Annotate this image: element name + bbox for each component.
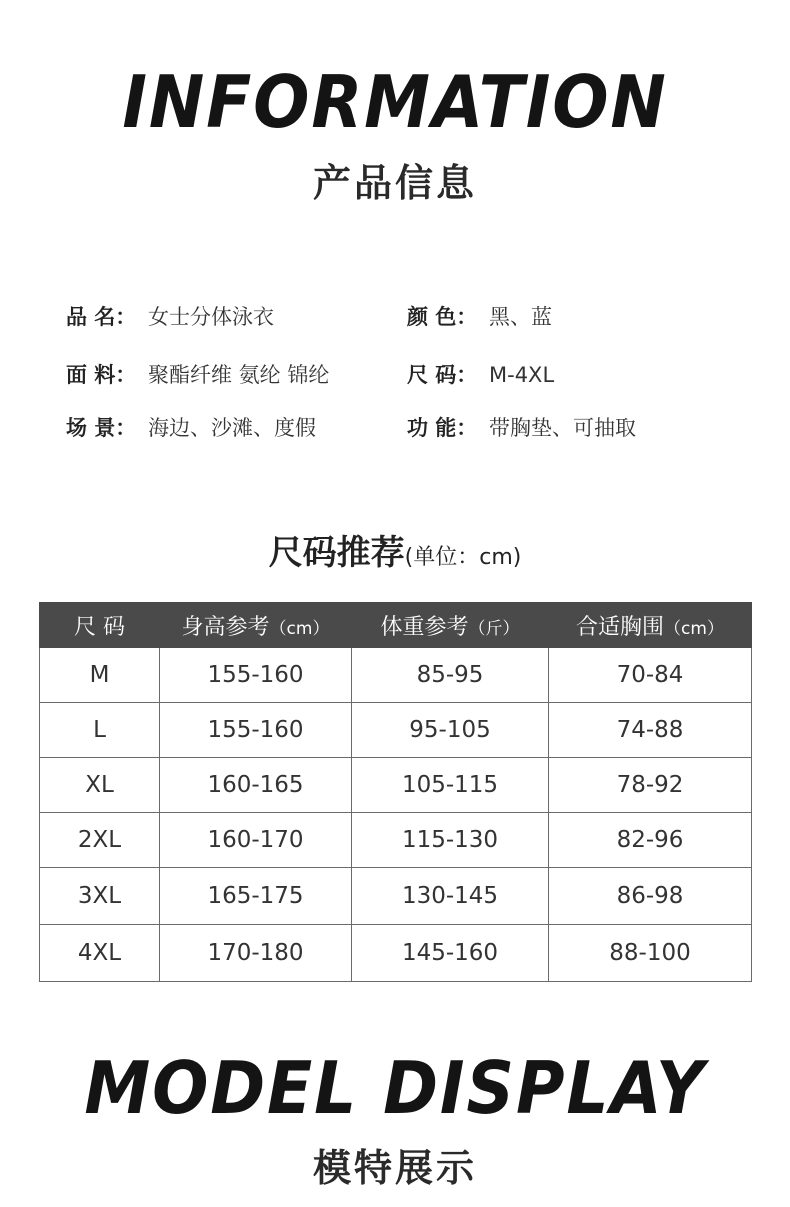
table-row (40, 925, 752, 982)
table-row (40, 648, 752, 703)
header-weight (352, 603, 549, 648)
cell-height: 165-175 (160, 868, 352, 925)
spec-item-name (66, 302, 274, 332)
header-size (40, 603, 160, 648)
header-label: 身高参考 (181, 614, 270, 640)
spec-item-scene (66, 413, 316, 443)
cell-weight: 95-105 (352, 703, 549, 758)
cell-weight: 115-130 (352, 813, 549, 868)
cell-size: 4XL (40, 925, 160, 982)
cell-bust: 70-84 (549, 648, 752, 703)
header-label: 体重参考 (380, 614, 469, 640)
header-unit: （斤） (468, 618, 520, 639)
spec-label: 颜 色： (407, 305, 478, 329)
spec-value: 聚酯纤维 氨纶 锦纶 (148, 363, 330, 387)
spec-item-fabric (66, 360, 329, 390)
table-row (40, 813, 752, 868)
cell-bust: 82-96 (549, 813, 752, 868)
header-label: 合适胸围 (576, 614, 665, 640)
spec-value: M-4XL (489, 363, 555, 387)
table-row (40, 703, 752, 758)
cell-size: 3XL (40, 868, 160, 925)
spec-item-color (407, 302, 552, 332)
cell-height: 155-160 (160, 703, 352, 758)
spec-item-function (407, 413, 636, 443)
spec-value: 带胸垫、可抽取 (489, 416, 636, 440)
cell-weight: 145-160 (352, 925, 549, 982)
table-row (40, 868, 752, 925)
size-chart-title: 尺码推荐 (268, 533, 405, 573)
cell-bust: 78-92 (549, 758, 752, 813)
spec-label: 面 料： (66, 363, 137, 387)
cell-height: 155-160 (160, 648, 352, 703)
model-display-title: MODEL DISPLAY (84, 1046, 706, 1130)
header-bust (549, 603, 752, 648)
size-table (39, 602, 752, 982)
model-display-subtitle: 模特展示 (312, 1146, 477, 1190)
cell-weight: 105-115 (352, 758, 549, 813)
size-chart-unit: (单位：cm) (404, 545, 522, 570)
cell-bust: 74-88 (549, 703, 752, 758)
cell-bust: 88-100 (549, 925, 752, 982)
cell-size: 2XL (40, 813, 160, 868)
header-unit: （cm） (269, 618, 330, 639)
spec-label: 尺 码： (407, 363, 478, 387)
header-height (160, 603, 352, 648)
information-subtitle: 产品信息 (312, 161, 477, 205)
cell-size: M (40, 648, 160, 703)
spec-label: 品 名： (66, 305, 137, 329)
cell-height: 160-170 (160, 813, 352, 868)
spec-value: 女士分体泳衣 (148, 305, 274, 329)
cell-size: L (40, 703, 160, 758)
information-title: INFORMATION (122, 60, 668, 144)
cell-weight: 130-145 (352, 868, 549, 925)
spec-label: 功 能： (407, 416, 478, 440)
spec-label: 场 景： (66, 416, 137, 440)
spec-value: 黑、蓝 (489, 305, 552, 329)
header-label: 尺 码 (74, 614, 125, 640)
spec-value: 海边、沙滩、度假 (148, 416, 316, 440)
cell-height: 170-180 (160, 925, 352, 982)
size-chart-heading (0, 525, 790, 574)
header-unit: （cm） (664, 618, 724, 639)
cell-size: XL (40, 758, 160, 813)
cell-height: 160-165 (160, 758, 352, 813)
cell-weight: 85-95 (352, 648, 549, 703)
table-row (40, 758, 752, 813)
cell-bust: 86-98 (549, 868, 752, 925)
spec-item-size (407, 360, 554, 390)
table-header-row (40, 603, 752, 648)
